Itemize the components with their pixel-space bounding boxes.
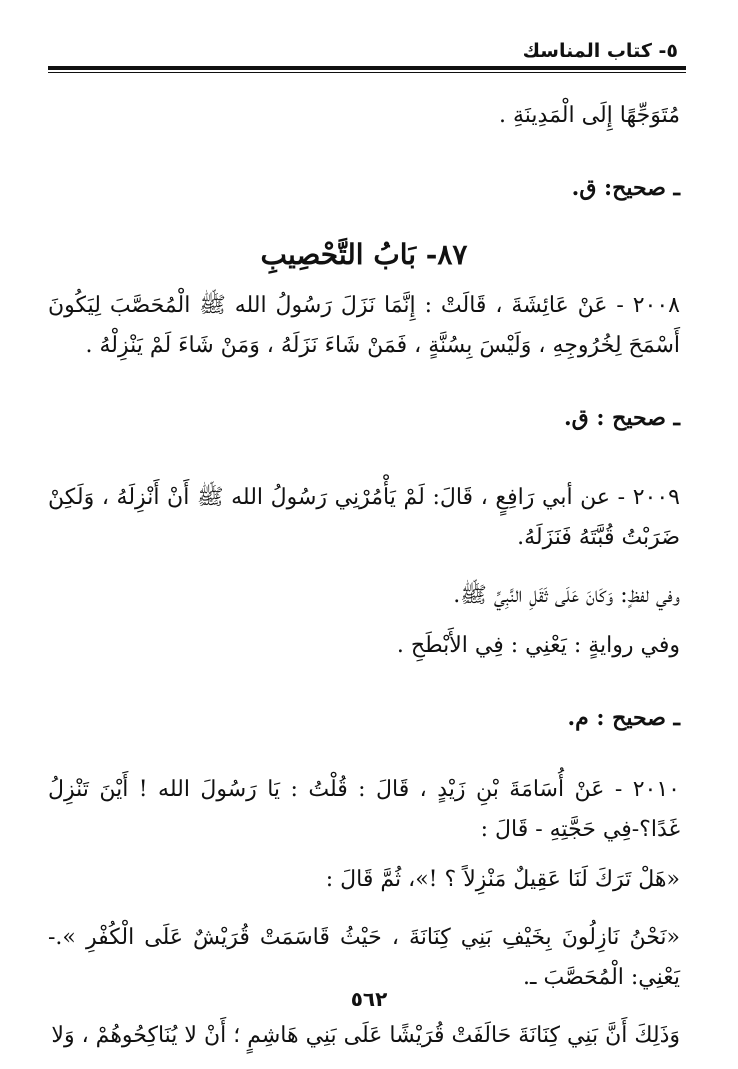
verdict-line: ـ صحيح : م.	[567, 705, 680, 731]
hadith-2010: ٢٠١٠ - عَنْ أُسَامَةَ بْنِ زَيْدٍ ، قَالَ : قُلْتُ : يَا رَسُولَ الله ! أَيْنَ تَنْزِلُ غَدًا؟-فِي حَجَّتِهِ - قَالَ :	[48, 777, 680, 842]
continuation-line: مُتَوَجِّهًا إِلَى الْمَدِينَةِ .	[499, 103, 680, 128]
verdict-line: ـ صحيح: ق.	[571, 175, 680, 201]
closing-line: وَذَلِكَ أَنَّ بَنِي كِنَانَةَ حَالَفَتْ قُرَيْشًا عَلَى بَنِي هَاشِمٍ ؛ أَنْ لا يُنَاكِحُوهُمْ ، وَلا	[51, 1023, 680, 1048]
hadith-2008: ٢٠٠٨ - عَنْ عَائِشَةَ ، قَالَتْ : إِنَّمَا نَزَلَ رَسُولُ الله ﷺ الْمُحَصَّبَ لِيَكُونَ أَسْمَحَ لِخُرُوجِهِ ، وَلَيْسَ بِسُنَّةٍ ، فَمَنْ شَاءَ نَزَلَهُ ، وَمَنْ شَاءَ لَمْ يَنْزِلْهُ .	[48, 293, 680, 358]
header-rule-thin	[48, 72, 686, 73]
page-number: ٥٦٢	[350, 987, 388, 1011]
quote-line: «هَلْ تَرَكَ لَنَا عَقِيلٌ مَنْزِلاً ؟ !»، ثُمَّ قَالَ :	[325, 867, 680, 892]
hadith-2009: ٢٠٠٩ - عن أبي رَافِعٍ ، قَالَ: لَمْ يَأْمُرْنِي رَسُولُ الله ﷺ أَنْ أَنْزِلَهُ ، وَلَكِنْ ضَرَبْتُ قُبَّتَهُ فَنَزَلَهُ.	[48, 485, 680, 550]
variant-narration: وفي روايةٍ : يَعْنِي : فِي الأَبْطَحِ .	[396, 633, 680, 658]
page-body	[48, 96, 680, 1056]
verdict-line: ـ صحيح : ق.	[564, 405, 680, 431]
variant-wording: وفي لفظٍ: وَكَانَ عَلَى ثَقَلِ النَّبِيِّ ﷺ.	[453, 583, 680, 608]
running-header	[50, 40, 678, 64]
header-rule-thick	[48, 66, 686, 70]
chapter-heading: ٨٧- بَابُ التَّحْصِيبِ	[260, 238, 468, 271]
quote-line: «نَحْنُ نَازِلُونَ بِخَيْفِ بَنِي كِنَانَةَ ، حَيْثُ قَاسَمَتْ قُرَيْشٌ عَلَى الْكُفْرِ ».- يَعْنِي: الْمُحَصَّبَ ـ.	[48, 925, 680, 990]
header-title: ٥- كتاب المناسك	[522, 40, 678, 62]
